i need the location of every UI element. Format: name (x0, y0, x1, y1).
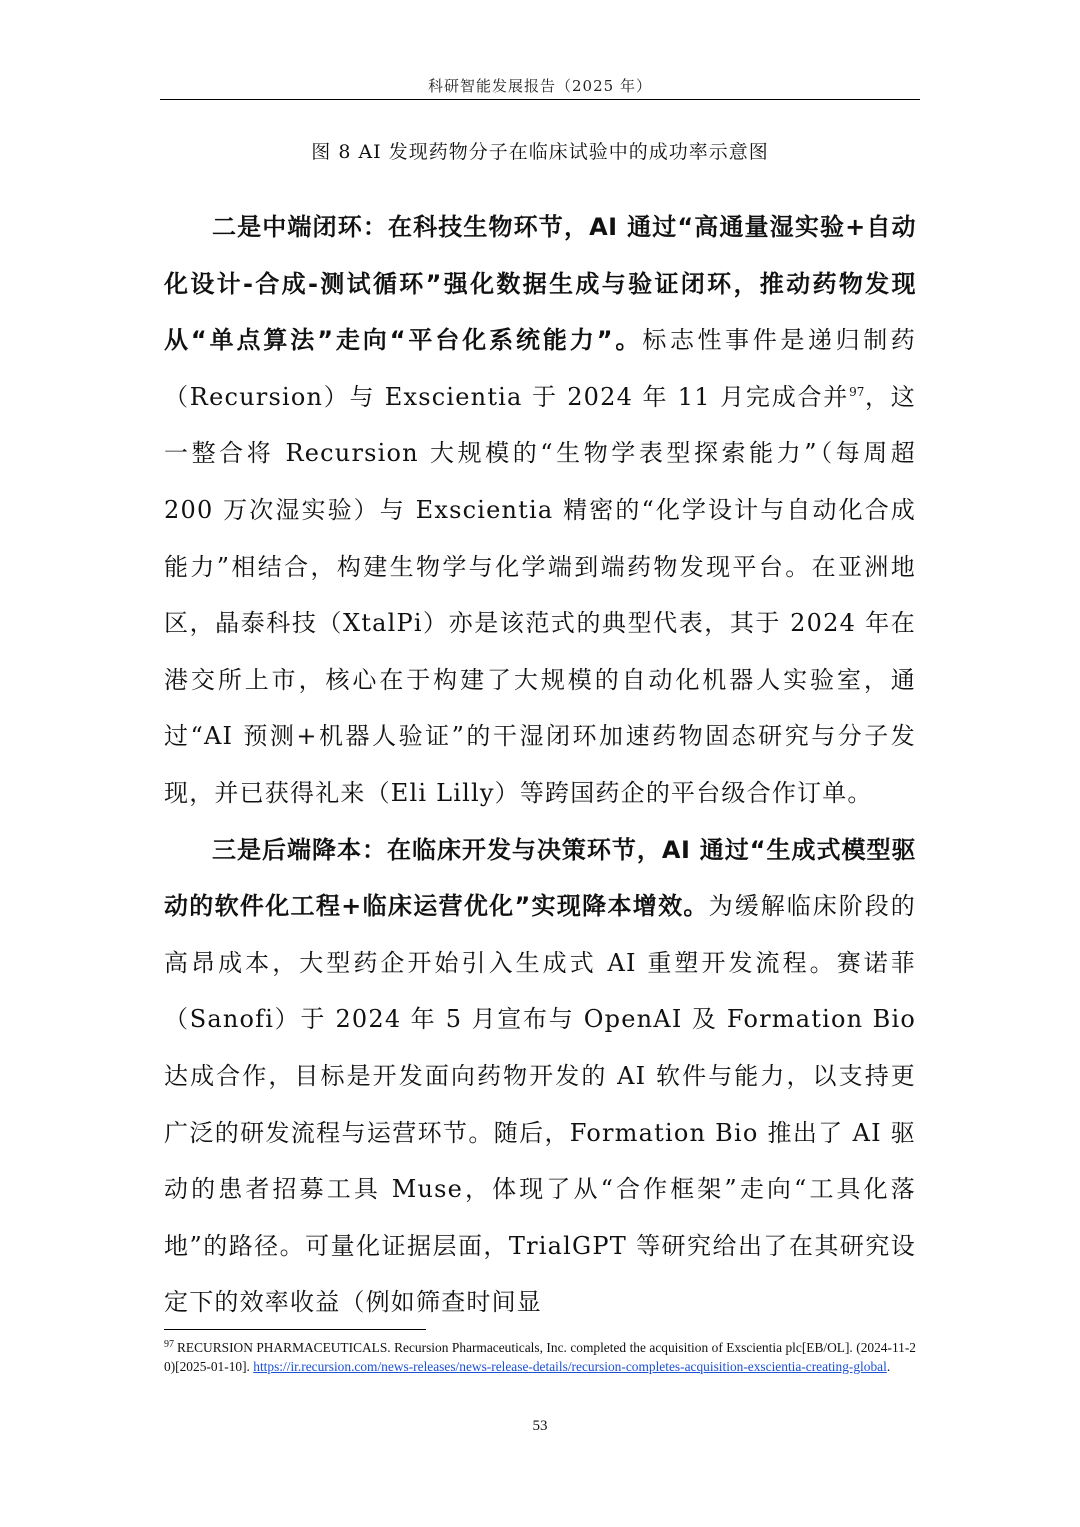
body-text (164, 199, 916, 1331)
paragraph-downstream (164, 822, 916, 1331)
footnote-tail: . (886, 1359, 891, 1374)
paragraph-midstream (164, 199, 916, 822)
paragraph-text: 为缓解临床阶段的高昂成本，大型药企开始引入生成式 AI 重塑开发流程。赛诺菲（Sanofi）于 2024 年 5 月宣布与 OpenAI 及 Formation Bio 达成合作，目标是开发面向药物开发的 AI 软件与能力，以支持更广泛的研发流程与运营环节。随后，Formation Bio 推出了 AI 驱动的患者招募工具 Muse，体现了从“合作框架”走向“工具化落地”的路径。可量化证据层面，TrialGPT 等研究给出了在其研究设定下的效率收益（例如筛查时间显 (164, 892, 916, 1317)
footnote-mark: 97 (164, 1338, 174, 1350)
footnote-text: RECURSION PHARMACEUTICALS. Recursion Pharmaceuticals, Inc. completed the acquisition of Exscientia plc[EB/OL]. (2024-11-20)[2025-01-10]. (164, 1340, 916, 1374)
footnote-reference[interactable]: 97 (849, 384, 865, 399)
footnote (164, 1338, 916, 1376)
page-number: 53 (532, 1418, 548, 1434)
page-header: 科研智能发展报告（2025 年） (428, 77, 652, 95)
paragraph-text: 标志性事件是递归制药（Recursion）与 Exscientia 于 2024 年 11 月完成合并 (164, 326, 917, 411)
footnote-link[interactable]: https://ir.recursion.com/news-releases/news-release-details/recursion-completes-acquisition-exscientia-creating-global (253, 1359, 887, 1374)
paragraph-text: ，这一整合将 Recursion 大规模的“生物学表型探索能力”（每周超 200 万次湿实验）与 Exscientia 精密的“化学设计与自动化合成能力”相结合，构建生物学与化学端到端药物发现平台。在亚洲地区，晶泰科技（XtalPi）亦是该范式的典型代表，其于 2024 年在港交所上市，核心在于构建了大规模的自动化机器人实验室，通过“AI 预测+机器人验证”的干湿闭环加速药物固态研究与分子发现，并已获得礼来（Eli Lilly）等跨国药企的平台级合作订单。 (164, 382, 916, 807)
paragraph-lead: 二是中端闭环：在科技生物环节，AI 通过“高通量湿实验+自动化设计-合成-测试循环”强化数据生成与验证闭环，推动药物发现从“单点算法”走向“平台化系统能力”。 (164, 213, 916, 355)
footnote-divider (164, 1329, 426, 1330)
header-divider (160, 99, 920, 100)
paragraph-lead: 三是后端降本：在临床开发与决策环节，AI 通过“生成式模型驱动的软件化工程+临床运营优化”实现降本增效。 (164, 835, 916, 921)
figure-caption: 图 8 AI 发现药物分子在临床试验中的成功率示意图 (311, 141, 769, 163)
